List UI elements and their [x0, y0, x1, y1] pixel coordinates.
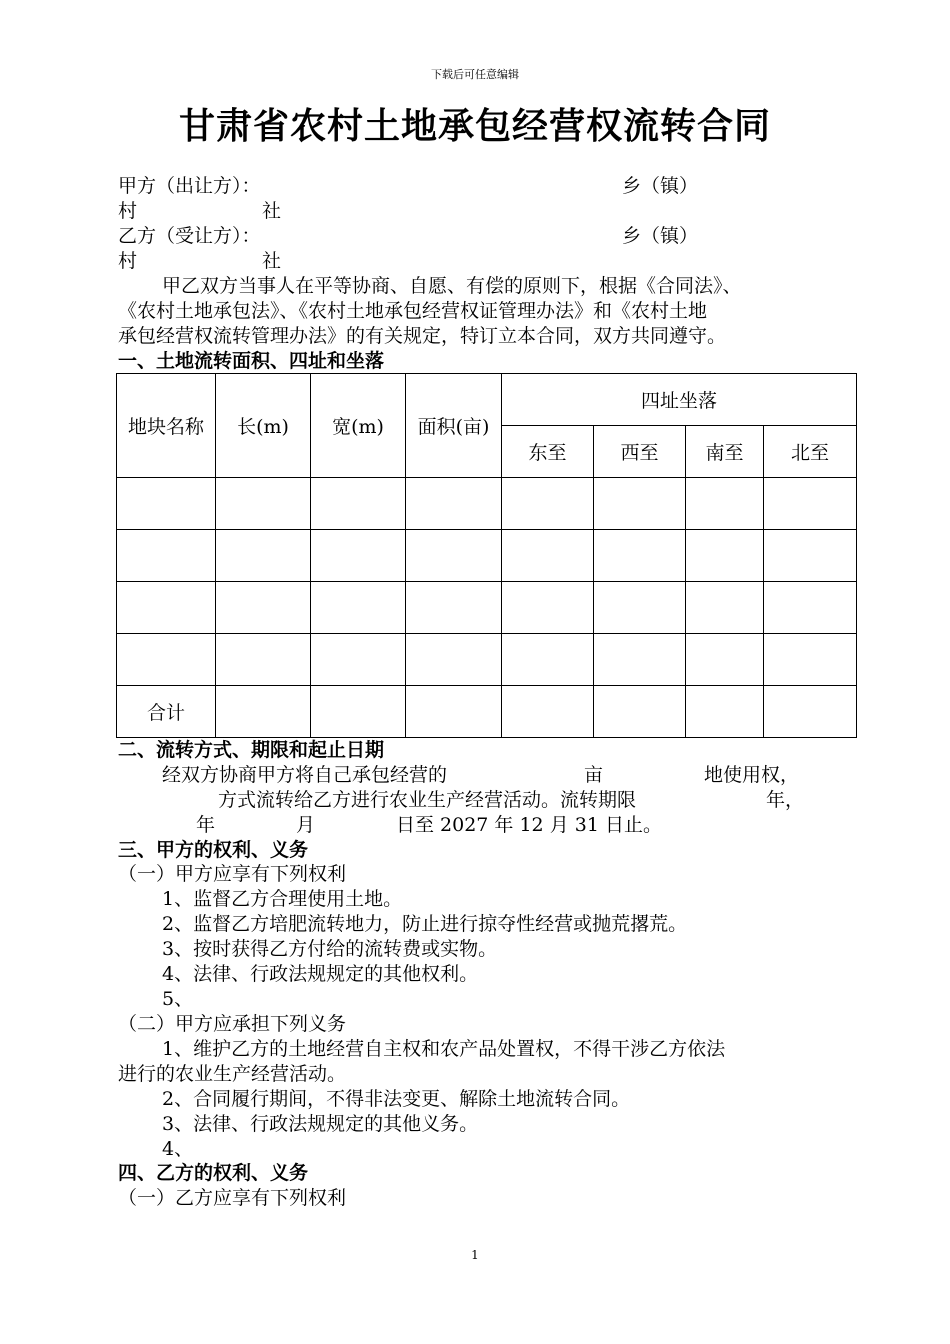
party-a-right-1: 1、监督乙方合理使用土地。	[162, 888, 403, 910]
party-a-right-3: 3、按时获得乙方付给的流转费或实物。	[162, 938, 498, 960]
header-width: 宽(m)	[311, 374, 406, 478]
table-cell[interactable]	[686, 582, 764, 634]
header-length: 长(m)	[216, 374, 311, 478]
header-area: 面积(亩)	[406, 374, 502, 478]
table-cell[interactable]	[764, 478, 857, 530]
section-4-heading: 四、乙方的权利、义务	[118, 1162, 309, 1184]
page-number: 1	[471, 1248, 479, 1262]
transfer-text-1: 经双方协商甲方将自己承包经营的	[162, 764, 448, 786]
table-cell[interactable]	[117, 582, 216, 634]
table-cell[interactable]	[502, 478, 594, 530]
section-3-heading: 三、甲方的权利、义务	[118, 839, 309, 861]
table-cell[interactable]	[311, 582, 406, 634]
party-b-rights-title: （一）乙方应享有下列权利	[118, 1187, 347, 1209]
table-cell[interactable]	[594, 582, 686, 634]
header-west: 西至	[594, 426, 686, 478]
party-a-duties-title: （二）甲方应承担下列义务	[118, 1013, 347, 1035]
table-cell[interactable]	[502, 634, 594, 686]
table-row	[117, 530, 857, 582]
table-cell[interactable]	[406, 478, 502, 530]
intro-line-2: 《农村土地承包法》、《农村土地承包经营权证管理办法》和《农村土地	[118, 300, 708, 322]
intro-line-1: 甲乙双方当事人在平等协商、自愿、有偿的原则下，根据《合同法》、	[162, 275, 742, 297]
table-cell[interactable]	[311, 478, 406, 530]
table-cell[interactable]	[406, 582, 502, 634]
table-cell[interactable]	[406, 634, 502, 686]
table-row	[117, 582, 857, 634]
party-a-rights-title: （一）甲方应享有下列权利	[118, 863, 347, 885]
table-cell[interactable]	[594, 686, 686, 738]
party-a-label: 甲方（出让方）：	[118, 175, 261, 197]
table-cell[interactable]	[311, 686, 406, 738]
party-b-society: 社	[262, 250, 282, 272]
party-a-duty-1-line-1: 1、维护乙方的土地经营自主权和农产品处置权，不得干涉乙方依法	[162, 1038, 726, 1060]
party-a-right-4: 4、法律、行政法规规定的其他权利。	[162, 963, 479, 985]
table-cell[interactable]	[764, 686, 857, 738]
table-cell[interactable]	[311, 530, 406, 582]
header-plot-name: 地块名称	[117, 374, 216, 478]
table-cell[interactable]	[594, 530, 686, 582]
header-north: 北至	[764, 426, 857, 478]
table-cell[interactable]	[686, 686, 764, 738]
table-cell[interactable]	[502, 686, 594, 738]
table-row	[117, 634, 857, 686]
transfer-text-1-end: 地使用权，	[704, 764, 800, 786]
header-east: 东至	[502, 426, 594, 478]
start-year: 年	[196, 814, 216, 836]
table-cell[interactable]	[406, 686, 502, 738]
table-cell[interactable]	[117, 478, 216, 530]
end-date: 日至 2027 年 12 月 31 日止。	[396, 814, 662, 836]
table-cell[interactable]	[594, 478, 686, 530]
land-table	[116, 373, 857, 738]
header-boundaries: 四址坐落	[502, 374, 857, 426]
section-1-heading: 一、土地流转面积、四址和坐落	[118, 350, 385, 372]
table-cell[interactable]	[311, 634, 406, 686]
total-label: 合计	[117, 686, 216, 738]
transfer-years: 年，	[766, 789, 805, 811]
transfer-unit-mu: 亩	[584, 764, 604, 786]
document-title: 甘肃省农村土地承包经营权流转合同	[178, 105, 771, 147]
table-cell[interactable]	[216, 686, 311, 738]
section-2-heading: 二、流转方式、期限和起止日期	[118, 739, 385, 761]
party-b-village: 村	[118, 250, 138, 272]
party-a-right-2: 2、监督乙方培肥流转地力，防止进行掠夺性经营或抛荒撂荒。	[162, 913, 688, 935]
table-cell[interactable]	[216, 530, 311, 582]
party-a-duty-4: 4、	[162, 1138, 194, 1160]
table-row	[117, 478, 857, 530]
table-cell[interactable]	[686, 530, 764, 582]
table-cell[interactable]	[686, 634, 764, 686]
party-a-duty-1-line-2: 进行的农业生产经营活动。	[118, 1063, 347, 1085]
transfer-text-2: 方式流转给乙方进行农业生产经营活动。流转期限	[218, 789, 637, 811]
table-cell[interactable]	[502, 582, 594, 634]
party-b-label: 乙方（受让方）：	[118, 225, 261, 247]
table-cell[interactable]	[764, 530, 857, 582]
table-cell[interactable]	[216, 478, 311, 530]
header-south: 南至	[686, 426, 764, 478]
table-cell[interactable]	[764, 634, 857, 686]
table-cell[interactable]	[764, 582, 857, 634]
party-a-township: 乡（镇）	[622, 175, 699, 197]
party-a-duty-2: 2、合同履行期间，不得非法变更、解除土地流转合同。	[162, 1088, 631, 1110]
table-cell[interactable]	[406, 530, 502, 582]
party-a-duty-3: 3、法律、行政法规规定的其他义务。	[162, 1113, 479, 1135]
table-cell[interactable]	[502, 530, 594, 582]
table-cell[interactable]	[117, 634, 216, 686]
party-a-society: 社	[262, 200, 282, 222]
table-cell[interactable]	[216, 582, 311, 634]
table-total-row	[117, 686, 857, 738]
intro-line-3: 承包经营权流转管理办法》的有关规定，特订立本合同，双方共同遵守。	[118, 325, 727, 347]
party-a-right-5: 5、	[162, 988, 194, 1010]
start-month: 月	[296, 814, 316, 836]
party-a-village: 村	[118, 200, 138, 222]
party-b-township: 乡（镇）	[622, 225, 699, 247]
table-cell[interactable]	[216, 634, 311, 686]
table-cell[interactable]	[117, 530, 216, 582]
table-cell[interactable]	[686, 478, 764, 530]
header-note: 下载后可任意编辑	[431, 68, 519, 81]
table-cell[interactable]	[594, 634, 686, 686]
